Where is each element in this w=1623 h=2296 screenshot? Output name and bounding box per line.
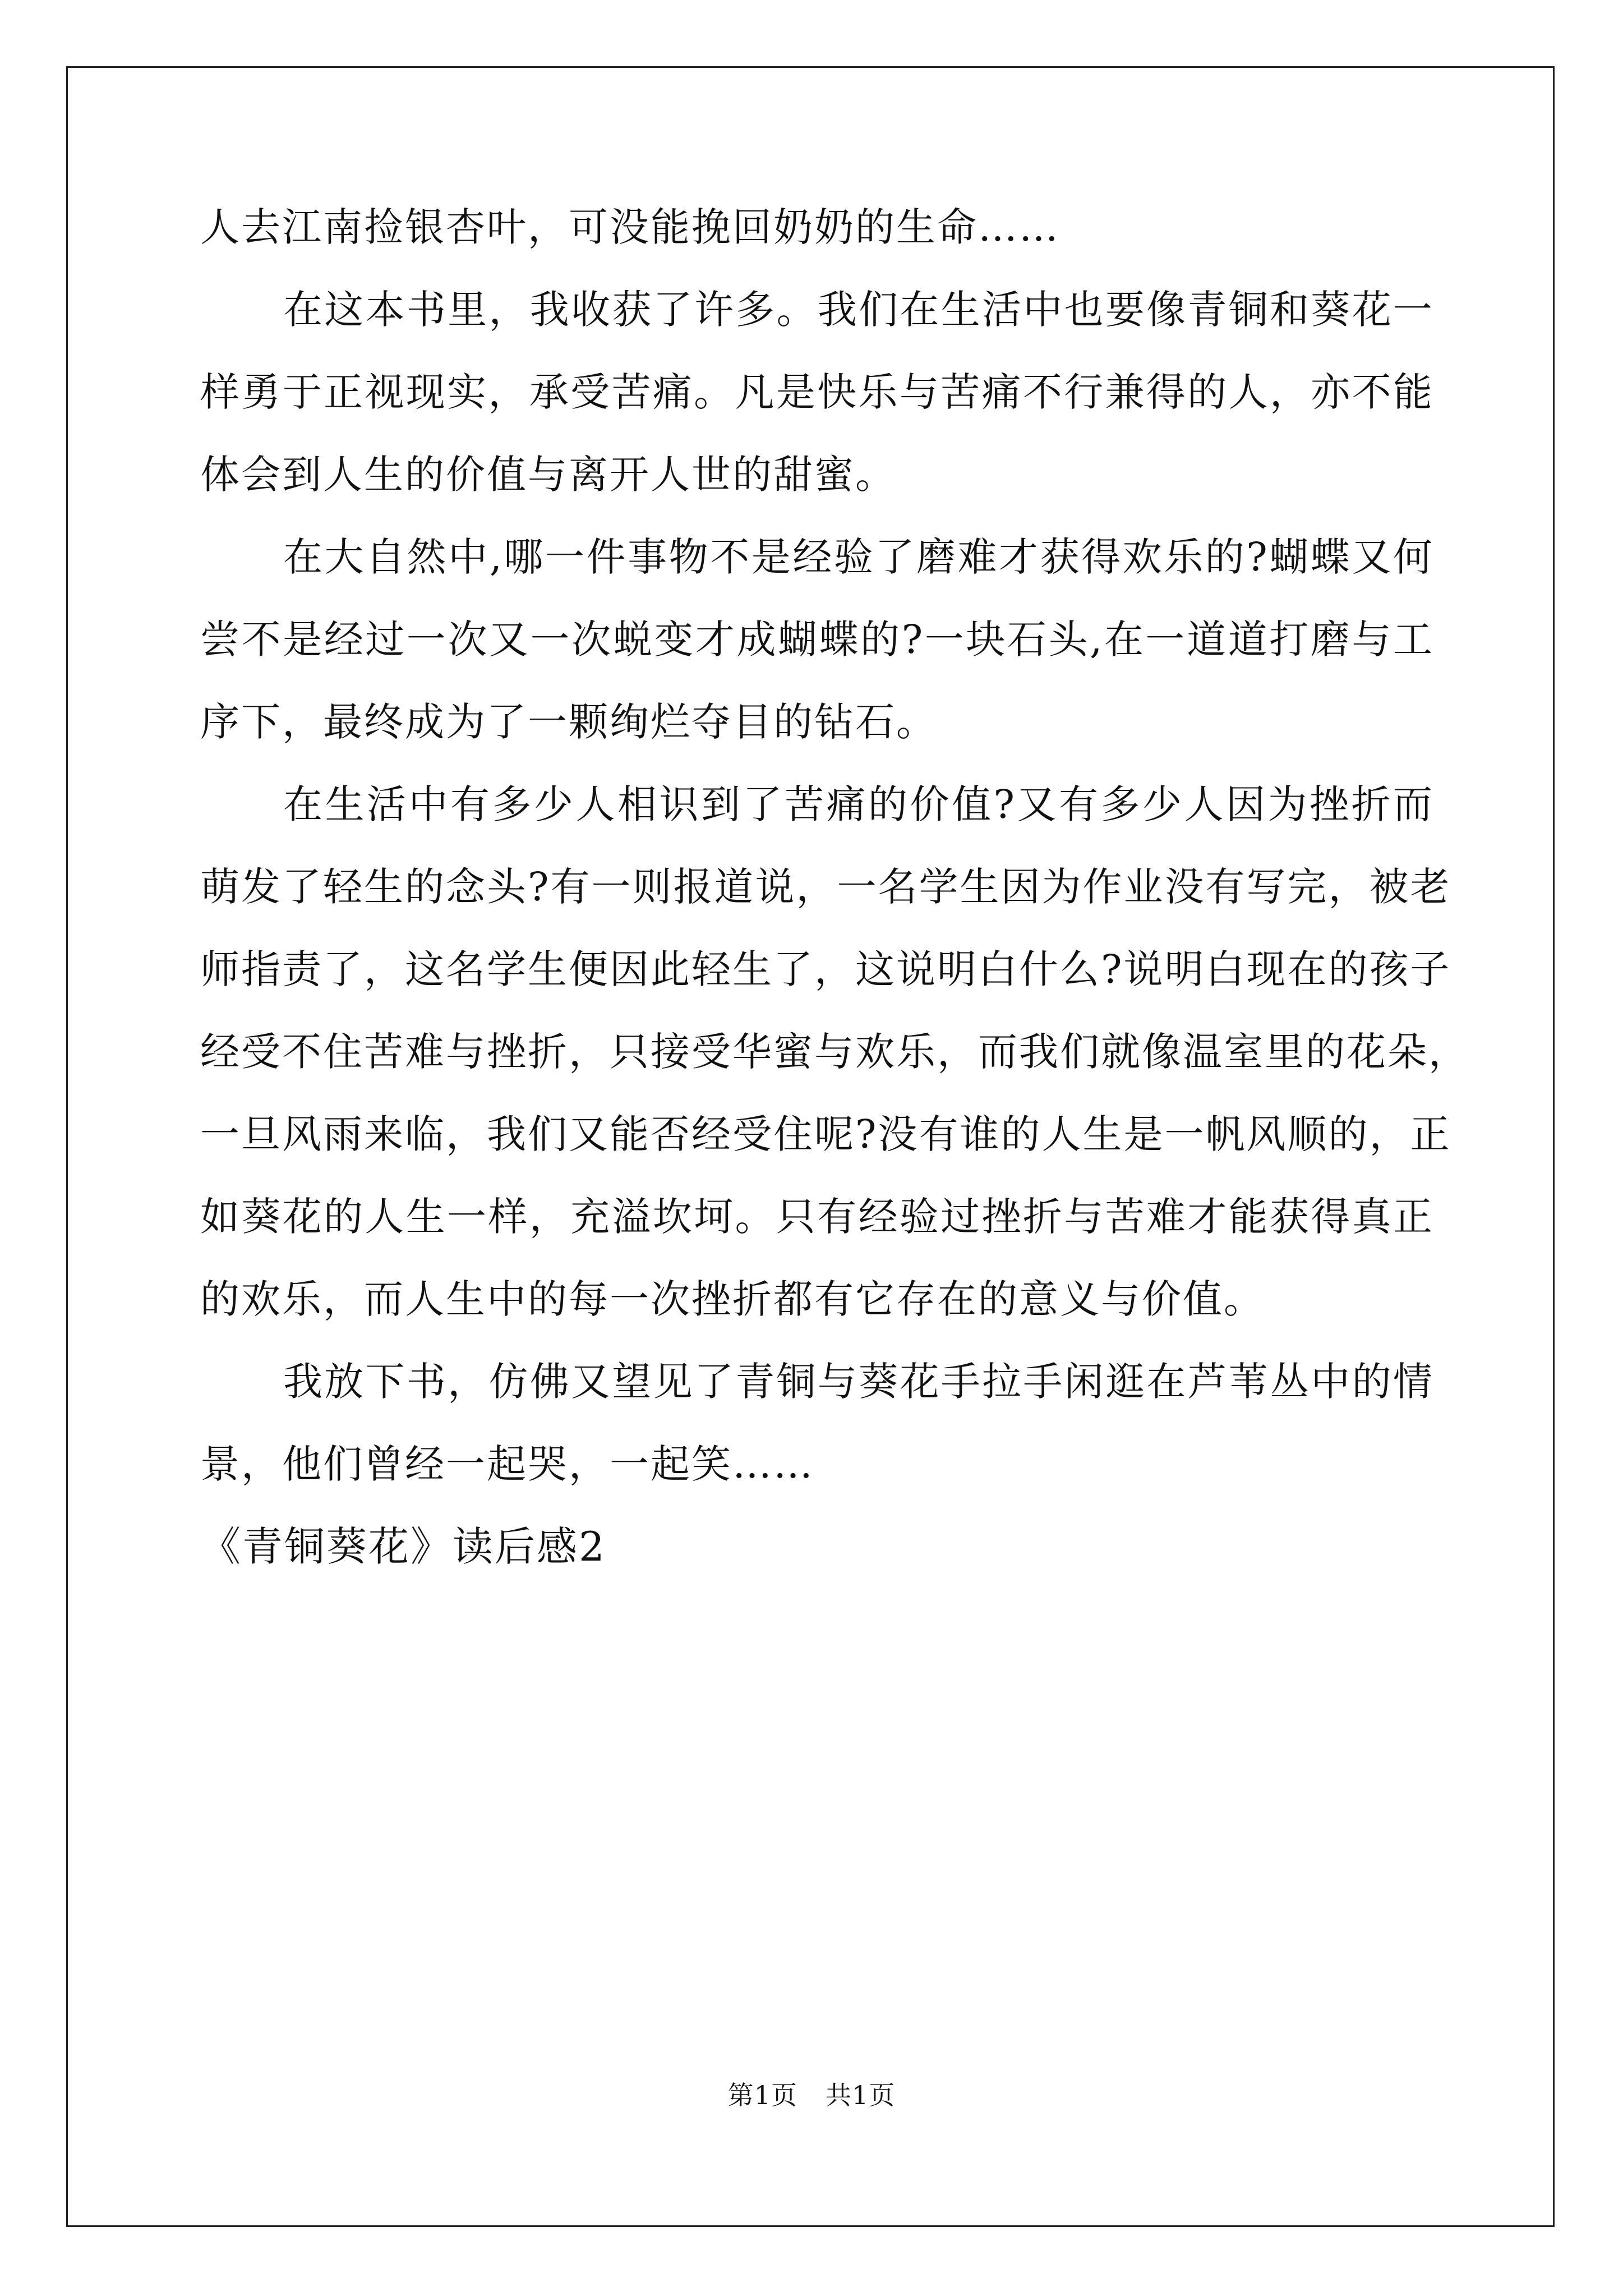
- paragraph-line: 在生活中有多少人相识到了苦痛的价值?又有多少人因为挫折而: [283, 781, 1434, 827]
- paragraph-line: 一旦风雨来临，我们又能否经受住呢?没有谁的人生是一帆风顺的，正: [200, 1111, 1451, 1157]
- paragraph-line: 样勇于正视现实，承受苦痛。凡是快乐与苦痛不行兼得的人，亦不能: [200, 369, 1434, 415]
- paragraph-line: 序下，最终成为了一颗绚烂夺目的钻石。: [200, 699, 937, 745]
- paragraph-line: 在这本书里，我收获了许多。我们在生活中也要像青铜和葵花一: [283, 287, 1434, 333]
- paragraph-line: 在大自然中,哪一件事物不是经验了磨难才获得欢乐的?蝴蝶又何: [283, 534, 1434, 580]
- paragraph-line: 萌发了轻生的念头?有一则报道说，一名学生因为作业没有写完，被老: [200, 864, 1451, 910]
- page-footer: [0, 2078, 1623, 2112]
- paragraph-line: 的欢乐，而人生中的每一次挫折都有它存在的意义与价值。: [200, 1276, 1265, 1322]
- paragraph-line: 我放下书，仿佛又望见了青铜与葵花手拉手闲逛在芦苇丛中的情: [283, 1359, 1434, 1405]
- paragraph-line: 经受不住苦难与挫折，只接受华蜜与欢乐，而我们就像温室里的花朵，: [200, 1029, 1469, 1075]
- paragraph-line: 体会到人生的价值与离开人世的甜蜜。: [200, 452, 896, 498]
- paragraph-line: 如葵花的人生一样，充溢坎坷。只有经验过挫折与苦难才能获得真正: [200, 1194, 1434, 1240]
- page-number-total: 共1页: [826, 2080, 896, 2110]
- paragraph-line: 人去江南捡银杏叶，可没能挽回奶奶的生命……: [200, 204, 1060, 250]
- section-heading: 《青铜葵花》读后感2: [200, 1523, 606, 1570]
- paragraph-line: 师指责了，这名学生便因此轻生了，这说明白什么?说明白现在的孩子: [200, 946, 1451, 992]
- paragraph-line: 景，他们曾经一起哭，一起笑……: [200, 1441, 814, 1487]
- page-number-current: 第1页: [727, 2080, 797, 2110]
- paragraph-line: 尝不是经过一次又一次蜕变才成蝴蝶的?一块石头,在一道道打磨与工: [200, 616, 1434, 662]
